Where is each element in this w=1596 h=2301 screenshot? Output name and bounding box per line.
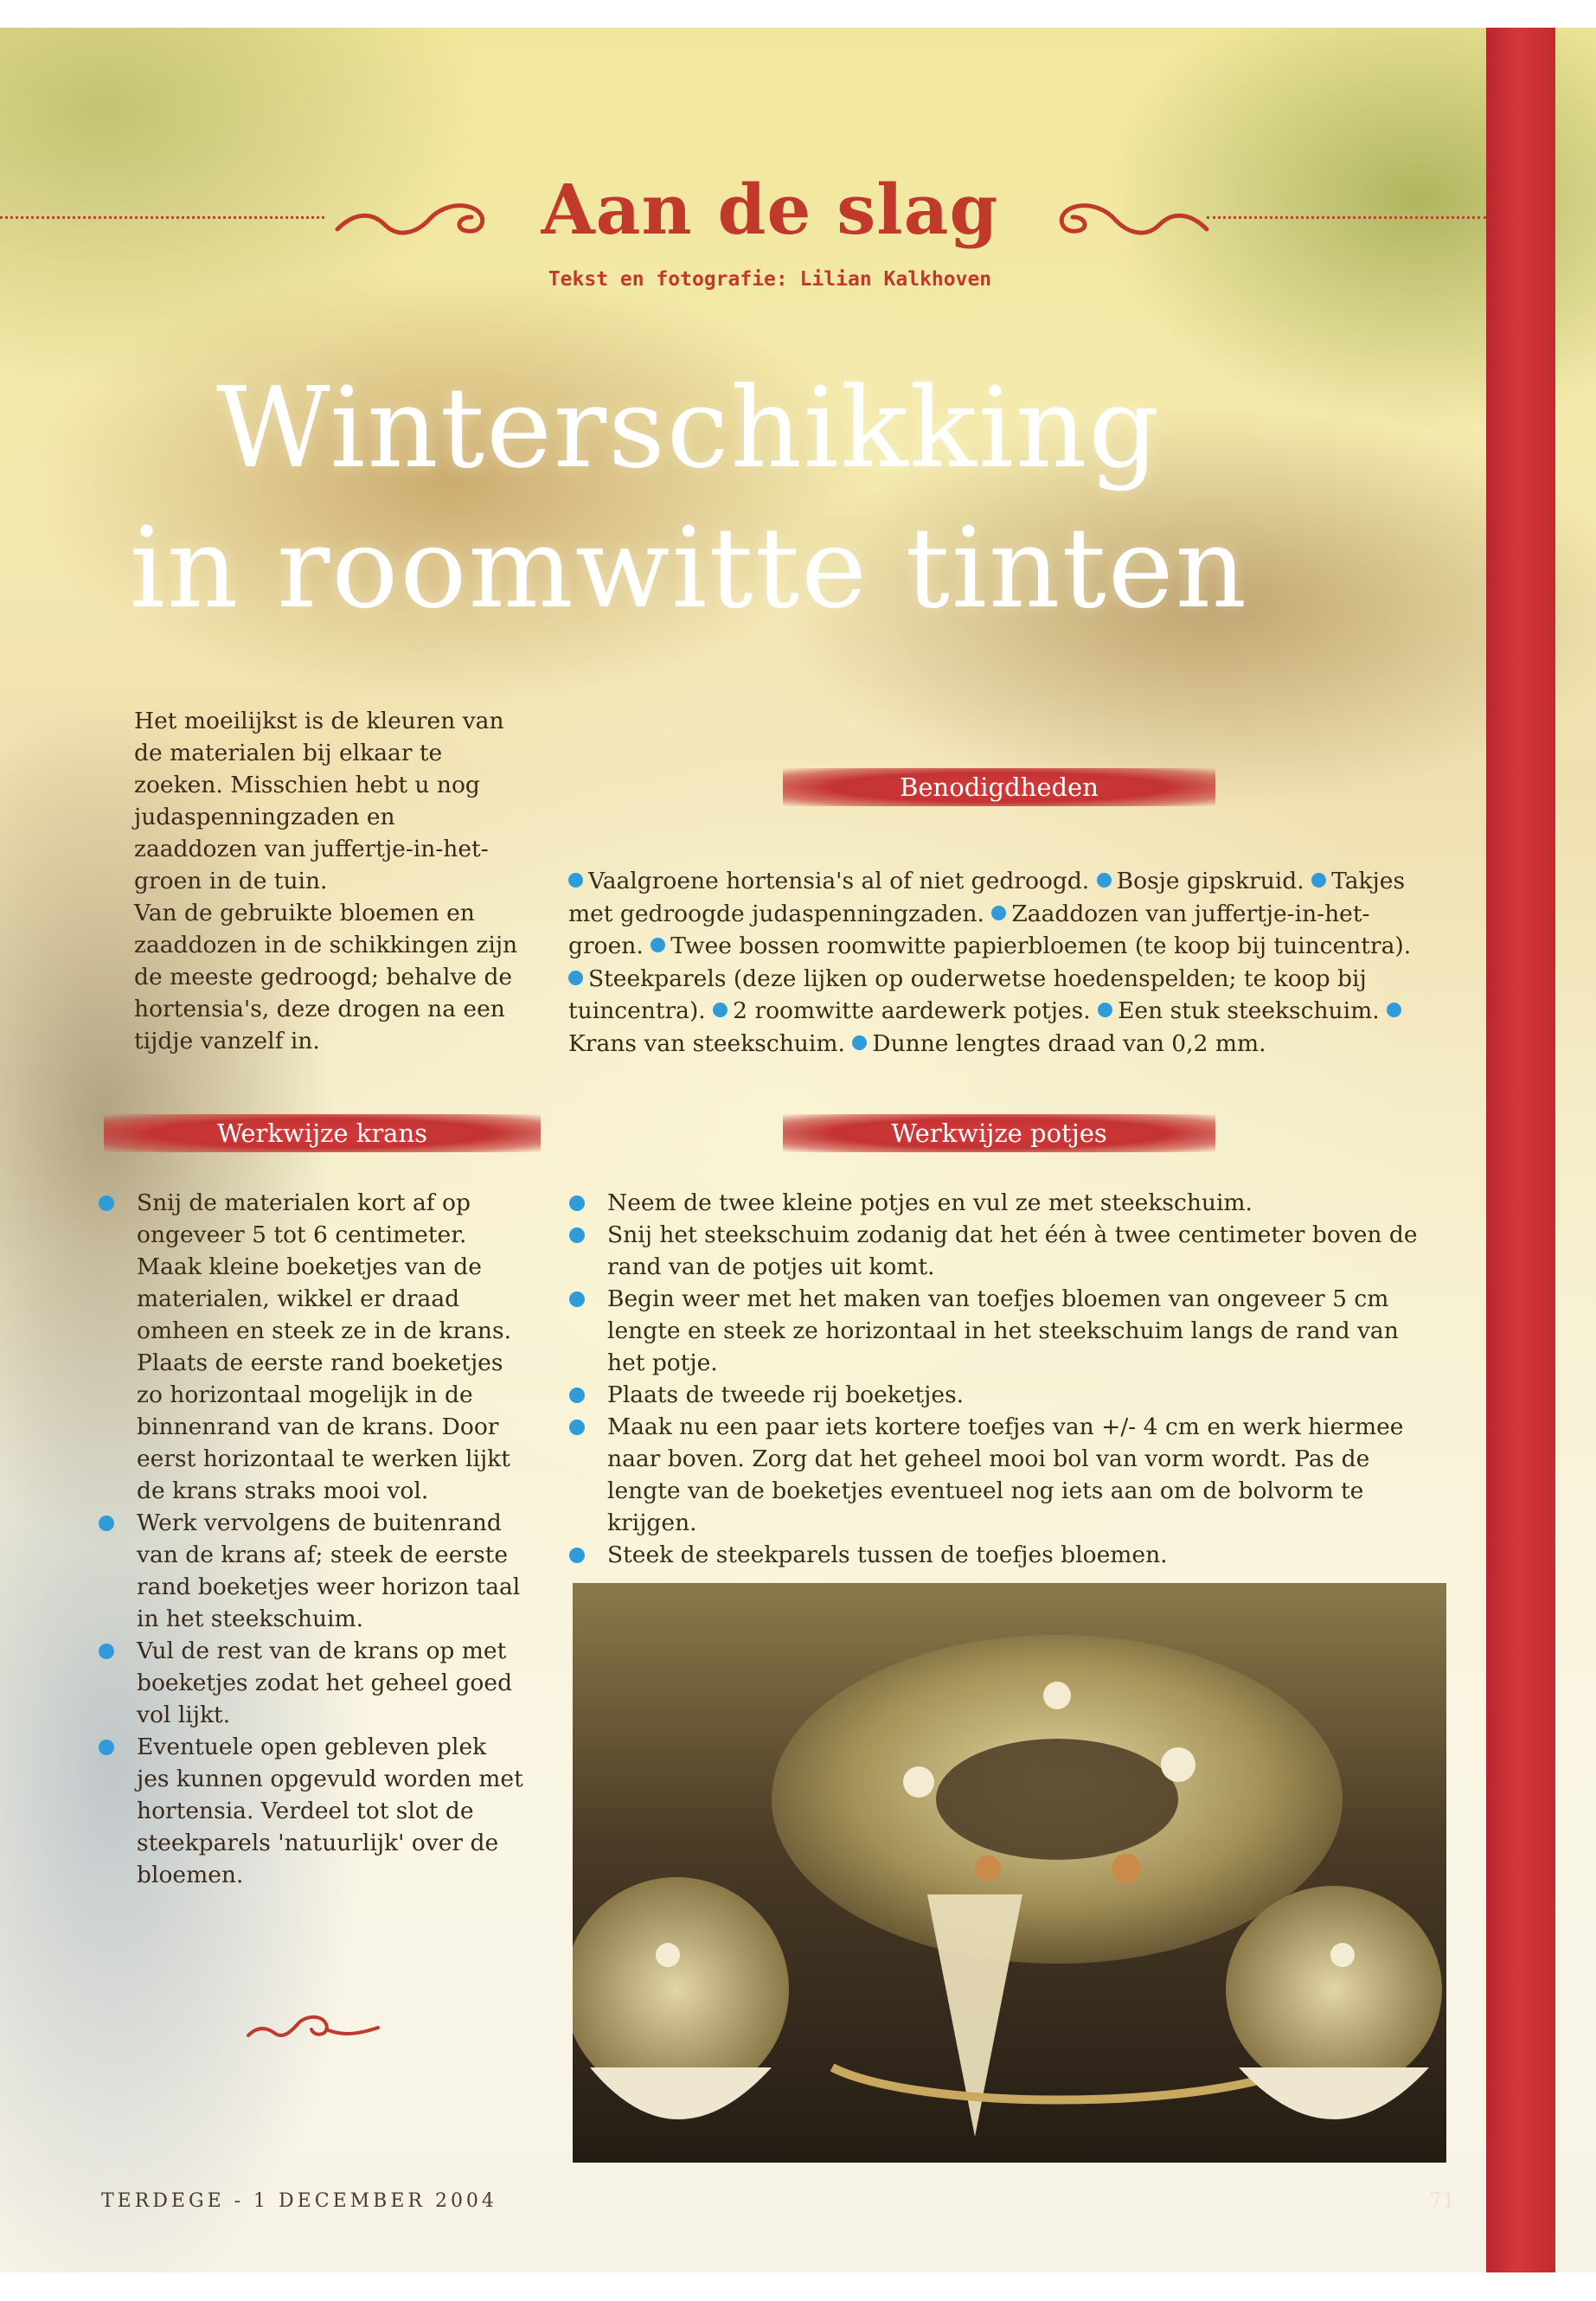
bullet-icon: [1097, 873, 1112, 888]
wreath-arrangement-photo: [573, 1583, 1446, 2163]
footer-publication: TERDEGE - 1 DECEMBER 2004: [101, 2190, 497, 2212]
section-label: Aan de slag: [541, 169, 999, 250]
heading-werkwijze-potjes: Werkwijze potjes: [783, 1114, 1215, 1152]
list-item: [607, 1219, 1442, 1283]
werkwijze-potjes-list: [607, 1187, 1442, 1571]
supply-item: Steekparels (deze lijken op ouderwetse hoedenspelden; te koop bij tuincentra).: [568, 965, 1367, 1024]
bullet-icon: [713, 1003, 727, 1017]
bullet-icon: [99, 1195, 114, 1211]
step-text: Maak nu een paar iets kortere toefjes van +/- 4 cm en werk hiermee naar boven. Zorg dat het geheel mooi bol van vorm wordt. Pas de lengte van de boeketjes eventueel nog iets aan om de bolvorm te krijgen.: [607, 1413, 1404, 1536]
werkwijze-krans-list: [137, 1187, 526, 1891]
top-margin: [0, 0, 1596, 28]
bullet-icon: [1387, 1003, 1401, 1017]
supply-item: Takjes met gedroogde judaspenningzaden.: [568, 868, 1406, 927]
bullet-icon: [1098, 1003, 1112, 1017]
bullet-icon: [1311, 873, 1326, 888]
supply-item: Twee bossen roomwitte papierbloemen (te koop bij tuincentra).: [670, 933, 1412, 959]
step-text: Vul de rest van de krans op met boeketjes zodat het geheel goed vol lijkt.: [137, 1638, 513, 1728]
list-item: [607, 1379, 1442, 1411]
supply-item: Krans van steekschuim.: [568, 1029, 853, 1057]
supply-item: 2 roomwitte aardewerk potjes.: [733, 997, 1099, 1024]
bullet-icon: [569, 1227, 585, 1243]
heading-werkwijze-krans: Werkwijze krans: [104, 1114, 541, 1152]
bullet-icon: [568, 873, 583, 888]
step-text: Snij het steekschuim zodanig dat het één à twee centimeter boven de rand van de potjes uit komt.: [607, 1221, 1418, 1280]
bullet-icon: [569, 1548, 585, 1563]
bullet-icon: [569, 1292, 585, 1307]
supply-item: Een stuk steekschuim.: [1118, 997, 1388, 1024]
title-line-2: in roomwitte tinten: [130, 504, 1248, 633]
step-text: Begin weer met het maken van toefjes bloemen van ongeveer 5 cm lengte en steek ze horizontaal in het steekschuim langs de rand van het potje.: [607, 1285, 1399, 1376]
red-side-band: [1486, 28, 1555, 2272]
supply-item: Zaaddozen van juffertje-in-het-groen.: [568, 900, 1370, 959]
supply-item: Bosje gipskruid.: [1116, 868, 1312, 894]
benodigdheden-list: [568, 865, 1438, 1060]
step-text: Werk vervolgens de buitenrand van de krans af; steek de eerste rand boeketjes weer horizon taal in het steekschuim.: [137, 1509, 521, 1632]
list-item: [607, 1187, 1442, 1219]
list-item: [607, 1283, 1442, 1379]
intro-paragraph-1: Het moeilijkst is de kleuren van de materialen bij elkaar te zoeken. Misschien hebt u nog judaspenningzaden en zaaddozen van juffertje-in-het-groen in de tuin.: [134, 708, 504, 894]
bullet-icon: [568, 971, 583, 985]
list-item: [607, 1411, 1442, 1539]
step-text: Neem de twee kleine potjes en vul ze met steekschuim.: [607, 1189, 1253, 1216]
credits: Tekst en fotografie: Lilian Kalkhoven: [548, 268, 992, 291]
list-item: [137, 1635, 526, 1731]
list-item: [137, 1507, 526, 1635]
list-item: [137, 1187, 526, 1507]
dotted-rule-left: [0, 216, 324, 219]
swirl-ornament-end: [244, 2005, 382, 2048]
bullet-icon: [569, 1420, 585, 1435]
bullet-icon: [99, 1516, 114, 1531]
title-line-1: Winterschikking: [216, 364, 1162, 493]
step-text: Steek de steekparels tussen de toefjes bloemen.: [607, 1541, 1168, 1568]
dotted-rule-right: [1207, 216, 1486, 219]
bullet-icon: [99, 1740, 114, 1755]
heading-benodigdheden: Benodigdheden: [783, 768, 1215, 806]
supply-item: Dunne lengtes draad van 0,2 mm.: [872, 1029, 1266, 1057]
intro-paragraph-2: Van de gebruikte bloemen en zaaddozen in de schikkingen zijn de meeste gedroogd; behalve de hortensia's, deze drogen na een tijdje vanzelf in.: [134, 900, 518, 1054]
step-text: Snij de materialen kort af op ongeveer 5 tot 6 centimeter. Maak kleine boeketjes van de materialen, wikkel er draad omheen en steek ze in de krans. Plaats de eerste rand boeketjes zo horizontaal mogelijk in de binnenrand van de krans. Door eerst horizontaal te werken lijkt de krans straks mooi vol.: [137, 1189, 511, 1504]
page-number: 71: [1429, 2189, 1456, 2213]
list-item: [607, 1539, 1442, 1571]
step-text: Eventuele open gebleven plek jes kunnen opgevuld worden met hortensia. Verdeel tot slot de steekparels 'natuurlijk' over de bloemen.: [137, 1734, 523, 1888]
supply-item: Vaalgroene hortensia's al of niet gedroogd.: [588, 868, 1097, 894]
bottom-margin: [0, 2272, 1596, 2301]
bullet-icon: [569, 1195, 585, 1211]
step-text: Plaats de tweede rij boeketjes.: [607, 1381, 965, 1408]
bullet-icon: [569, 1388, 585, 1403]
intro-text: [134, 705, 519, 1057]
bullet-icon: [651, 938, 665, 952]
bullet-icon: [991, 906, 1006, 920]
bullet-icon: [852, 1035, 867, 1050]
article-title: [130, 359, 1479, 639]
bullet-icon: [99, 1644, 114, 1659]
list-item: [137, 1731, 526, 1891]
